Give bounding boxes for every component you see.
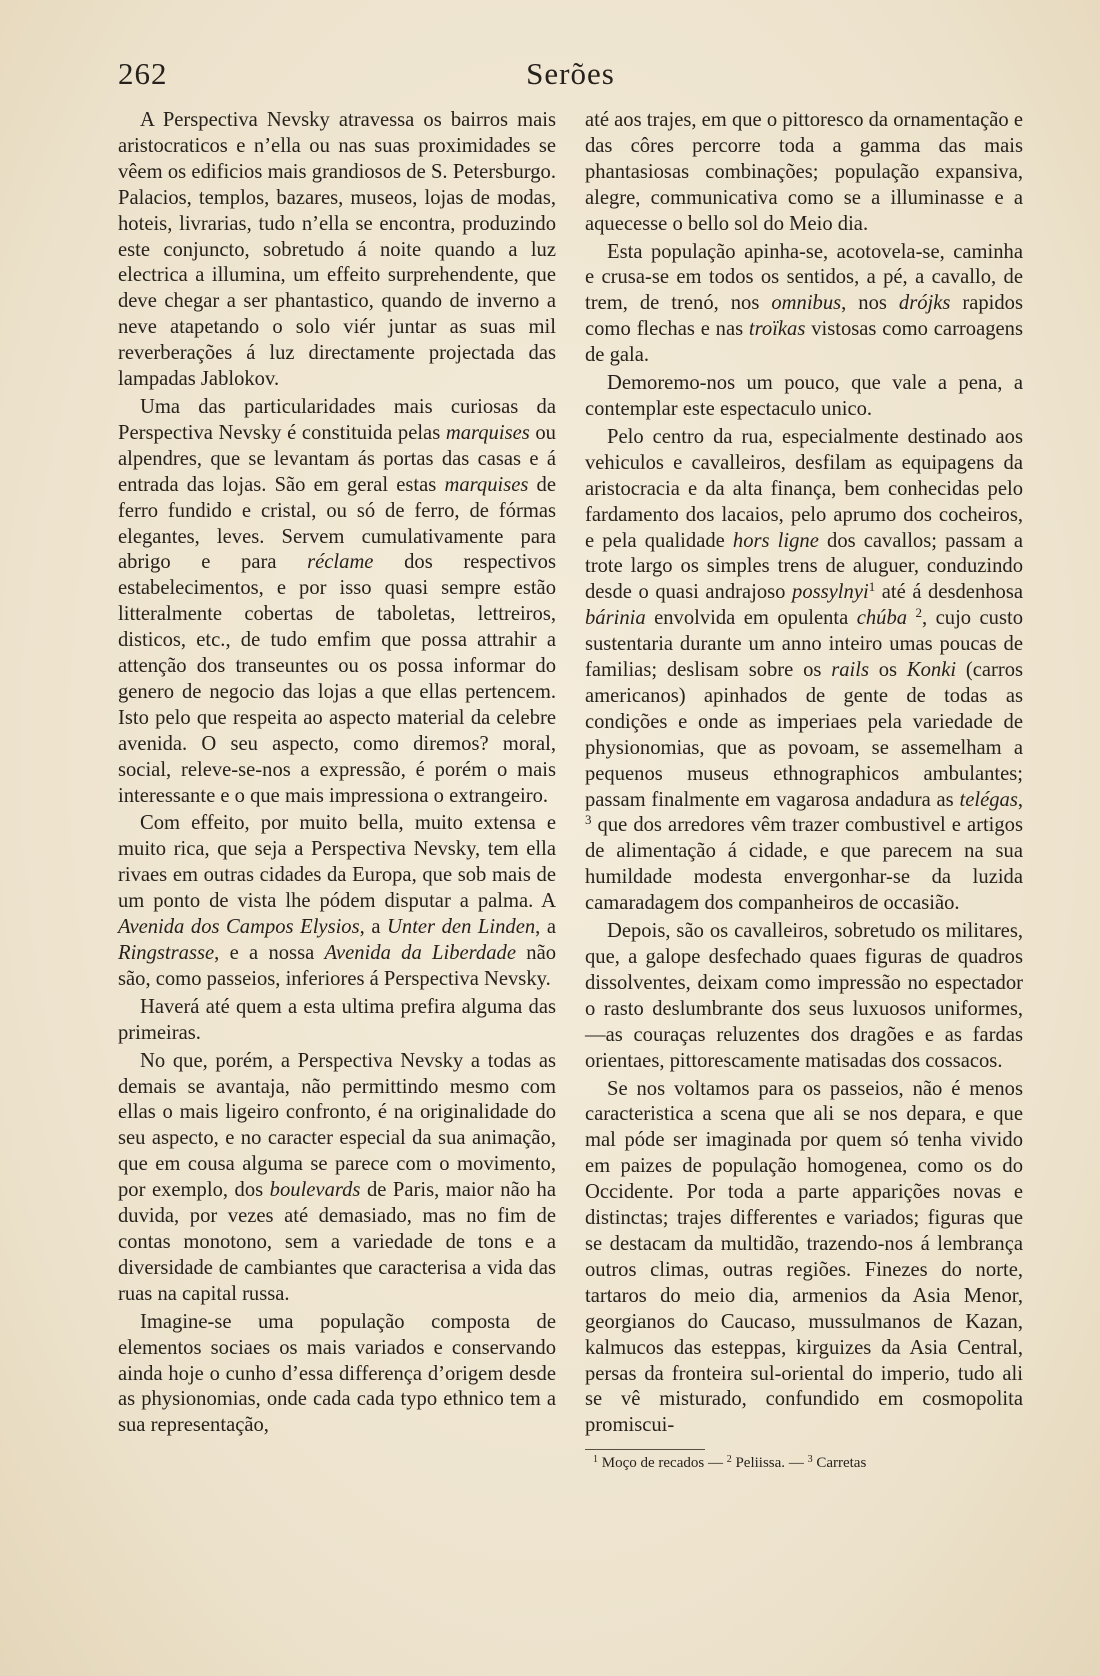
italic-term: marquises <box>445 421 530 444</box>
right-column <box>585 108 1023 1638</box>
paragraph <box>118 108 556 393</box>
page-number: 262 <box>118 56 168 91</box>
text-run: que dos arredores vêm trazer combustivel e artigos de alimentação á cidade, e que parecem na sua humildade modesta envergonhar-se da luzida camaradagem dos companheiros de occasião. <box>585 814 1023 915</box>
text-run: os <box>868 659 907 682</box>
paragraph <box>118 1310 556 1440</box>
text-run: dos cavallos; passam a trote largo os simples trens de aluguer, conduzindo desde o quasi andrajoso <box>585 529 1024 604</box>
text-columns <box>118 108 1023 1638</box>
text-run: dos respectivos estabelecimentos, e por isso quasi sempre estão litteralmente cobertas de taboletas, lettreiros, disticos, etc., de tudo emfim que possa attrahir a attenção dos transeuntes ou os possa informar do genero de negocio das lojas a que ellas pertencem. Isto pelo que respeita ao aspecto material da celebre avenida. O seu aspecto, como diremos? moral, social, releve-se-nos a expressão, é porém o mais interessante e o que mais impressiona o extrangeiro. <box>118 551 556 807</box>
italic-term: possylnyi <box>792 581 869 604</box>
italic-term: Unter den Linden <box>387 916 536 939</box>
paragraph <box>585 919 1023 1074</box>
text-run: Se nos voltamos para os passeios, não é menos caracteristica a scena que ali se nos depara, e que mal póde ser imaginada por quem só tenha vivido em paizes de população homogenea, como os do Occidente. Por toda a parte apparições novas e distinctas; trajes differentes e variados; figuras que se destacam da multidão, trazendo-nos á lembrança outros climas, outras regiões. Finezes do norte, tartaros do meio dia, armenios da Asia Menor, georgianos do Caucaso, mussulmanos de Kazan, kalmucos das esteppas, kirguizes da Asia Central, persas da fronteira sul-oriental do imperio, tudo ali se vê misturado, confundido em cosmopolita promiscui- <box>585 1077 1023 1437</box>
italic-term: Avenida dos Campos Elysios <box>118 916 360 939</box>
footnote-text: Carretas <box>812 1455 867 1472</box>
italic-term: réclame <box>307 551 374 574</box>
italic-term: hors ligne <box>732 529 819 552</box>
footnote-text: Peliissa. <box>731 1455 786 1472</box>
paragraph <box>118 811 556 992</box>
text-run: rapidos como flechas e nas <box>585 292 1023 341</box>
text-run: até aos trajes, em que o pittoresco da ornamentação e das côres percorre toda a gamma das mais phantasiosas combinações; população expansiva, alegre, communicativa como se a illuminasse e a aquecesse o bello sol do Meio dia. <box>585 109 1023 235</box>
text-run: Haverá até quem a esta ultima prefira alguma das primeiras. <box>118 995 556 1044</box>
left-column <box>118 108 556 1638</box>
text-run: Depois, são os cavalleiros, sobretudo os militares, que, a galope desfechado quaes figuras de quadros dissolventes, deixam como impressão no espectador o rasto deslumbrante dos seus luxuosos uniformes,—as couraças reluzentes dos dragões e as fardas orientaes, pittorescamente matisadas dos cossacos. <box>585 920 1023 1072</box>
text-run: vistosas como carroagens de gala. <box>585 318 1023 367</box>
italic-term: rails <box>831 659 869 682</box>
footnote-marker: 2 <box>915 605 923 621</box>
text-run: Imagine-se uma população composta de elementos sociaes os mais variados e conservando ainda hoje o cunho d’essa differença d’origem desde as physionomias, onde cada cada typo ethnico tem a sua representação, <box>118 1310 556 1437</box>
footnote-separator: — <box>704 1455 727 1472</box>
italic-term: Avenida da Liberdade <box>324 942 516 964</box>
text-run: envolvida em opulenta <box>645 607 857 630</box>
text-run: de ferro fundido e cristal, ou só de ferro, de fórmas elegantes, leves. Servem cumulativamente para abrigo e para <box>118 473 556 574</box>
paragraph <box>585 240 1023 370</box>
text-run: não são, como passeios, inferiores á Perspectiva Nevsky. <box>118 942 557 990</box>
running-title: Serões <box>526 56 615 91</box>
italic-term: chúba <box>856 607 908 630</box>
paragraph <box>118 395 556 810</box>
italic-term: Konki <box>906 659 957 682</box>
footnotes <box>585 1454 1023 1473</box>
text-run: , a <box>359 916 388 939</box>
text-run: No que, porém, a Perspectiva Nevsky a todas as demais se avantaja, não permittindo mesmo com ellas o mais ligeiro confronto, é na originalidade do seu aspecto, e no caracter especial da sua animação, que em cousa alguma se parece com o movimento, por exemplo, dos <box>118 1049 556 1202</box>
text-run: Demoremo-nos um pouco, que vale a pena, a contemplar este espectaculo unico. <box>585 372 1023 420</box>
paragraph <box>585 1077 1023 1440</box>
paragraph <box>585 371 1023 423</box>
footnote <box>593 1455 704 1471</box>
italic-term: telégas <box>959 788 1018 811</box>
text-run: até á desdenhosa <box>875 581 1023 604</box>
italic-term: bárinia <box>585 607 646 630</box>
italic-term: marquises <box>444 473 529 496</box>
footnote-number: 2 <box>726 1454 732 1466</box>
footnote <box>808 1455 867 1471</box>
footnote-number: 3 <box>807 1454 813 1466</box>
text-run: (carros americanos) apinhados de gente de todas as condições e onde as imperiaes pela variedade de physionomias, que as povoam, se assemelham a pequenos museus ethnographicos ambulantes; passam finalmente em vagarosa andadura as <box>585 659 1024 811</box>
footnote-marker: 1 <box>868 579 876 595</box>
italic-term: drójks <box>898 292 951 315</box>
footnote <box>727 1455 785 1471</box>
italic-term: troïkas <box>748 318 806 341</box>
text-run: Com effeito, por muito bella, muito extensa e muito rica, que seja a Perspectiva Nevsky, tem ella rivaes em outras cidades da Europa, que sob mais de um ponto de vista lhe pódem disputar a palma. A <box>118 812 556 913</box>
text-run: de Paris, maior não ha duvida, por vezes até demasiado, mas no fim de contas monotono, sem a variedade de tons e a diversidade de cambiantes que caracterisa a vida das ruas na capital russa. <box>118 1179 556 1305</box>
text-run: Esta população apinha-se, acotovela-se, caminha e crusa-se em todos os sentidos, a pé, a cavallo, de trem, de trenó, nos <box>585 240 1023 315</box>
italic-term: Ringstrasse <box>118 942 215 964</box>
footnote-divider <box>585 1449 705 1450</box>
text-run: ou alpendres, que se levantam ás portas das casas e á entrada das lojas. São em geral estas <box>118 421 556 496</box>
text-run: A Perspectiva Nevsky atravessa os bairros mais aristocraticos e n’ella ou nas suas proximidades se vêem os edificios mais grandiosos de S. Petersburgo. Palacios, templos, bazares, museos, lojas de modas, hoteis, livrarias, tudo n’ella se encontra, produzindo este conjuncto, sobretudo á noite quando a luz electrica a illumina, um effeito surprehendente, que deve chegar a ser phantastico, quando de inverno a neve atapetando o solo viér juntar as suas mil reverberações á luz directamente projectada das lampadas Jablokov. <box>118 109 556 391</box>
text-run: , a <box>535 916 556 939</box>
paragraph <box>585 425 1023 917</box>
italic-term: boulevards <box>269 1179 361 1202</box>
footnote-separator: — <box>785 1455 808 1472</box>
text-run <box>907 607 915 629</box>
footnote-text: Moço de recados <box>598 1455 705 1472</box>
text-run: Uma das particularidades mais curiosas da Perspectiva Nevsky é constituida pelas <box>118 395 556 444</box>
text-run: Pelo centro da rua, especialmente destinado aos vehiculos e cavalleiros, desfilam as equipagens da aristocracia e da alta finança, bem conhecidas pelo fardamento dos lacaios, pelo aprumo dos cocheiros, e pela qualidade <box>585 425 1023 552</box>
text-run: , <box>1017 788 1023 811</box>
italic-term: omnibus <box>771 292 842 315</box>
text-run: , nos <box>841 292 899 315</box>
text-run: , e a nossa <box>214 942 325 964</box>
paragraph <box>118 1049 556 1308</box>
text-run: , cujo custo sustentaria durante um anno inteiro umas poucas de familias; deslisam sobre os <box>585 607 1024 682</box>
page-header <box>118 56 1023 100</box>
paragraph <box>585 108 1023 238</box>
right-column-body <box>585 108 1023 1439</box>
paragraph <box>118 995 556 1047</box>
footnote-marker: 3 <box>585 812 592 828</box>
footnote-number: 1 <box>593 1454 598 1466</box>
